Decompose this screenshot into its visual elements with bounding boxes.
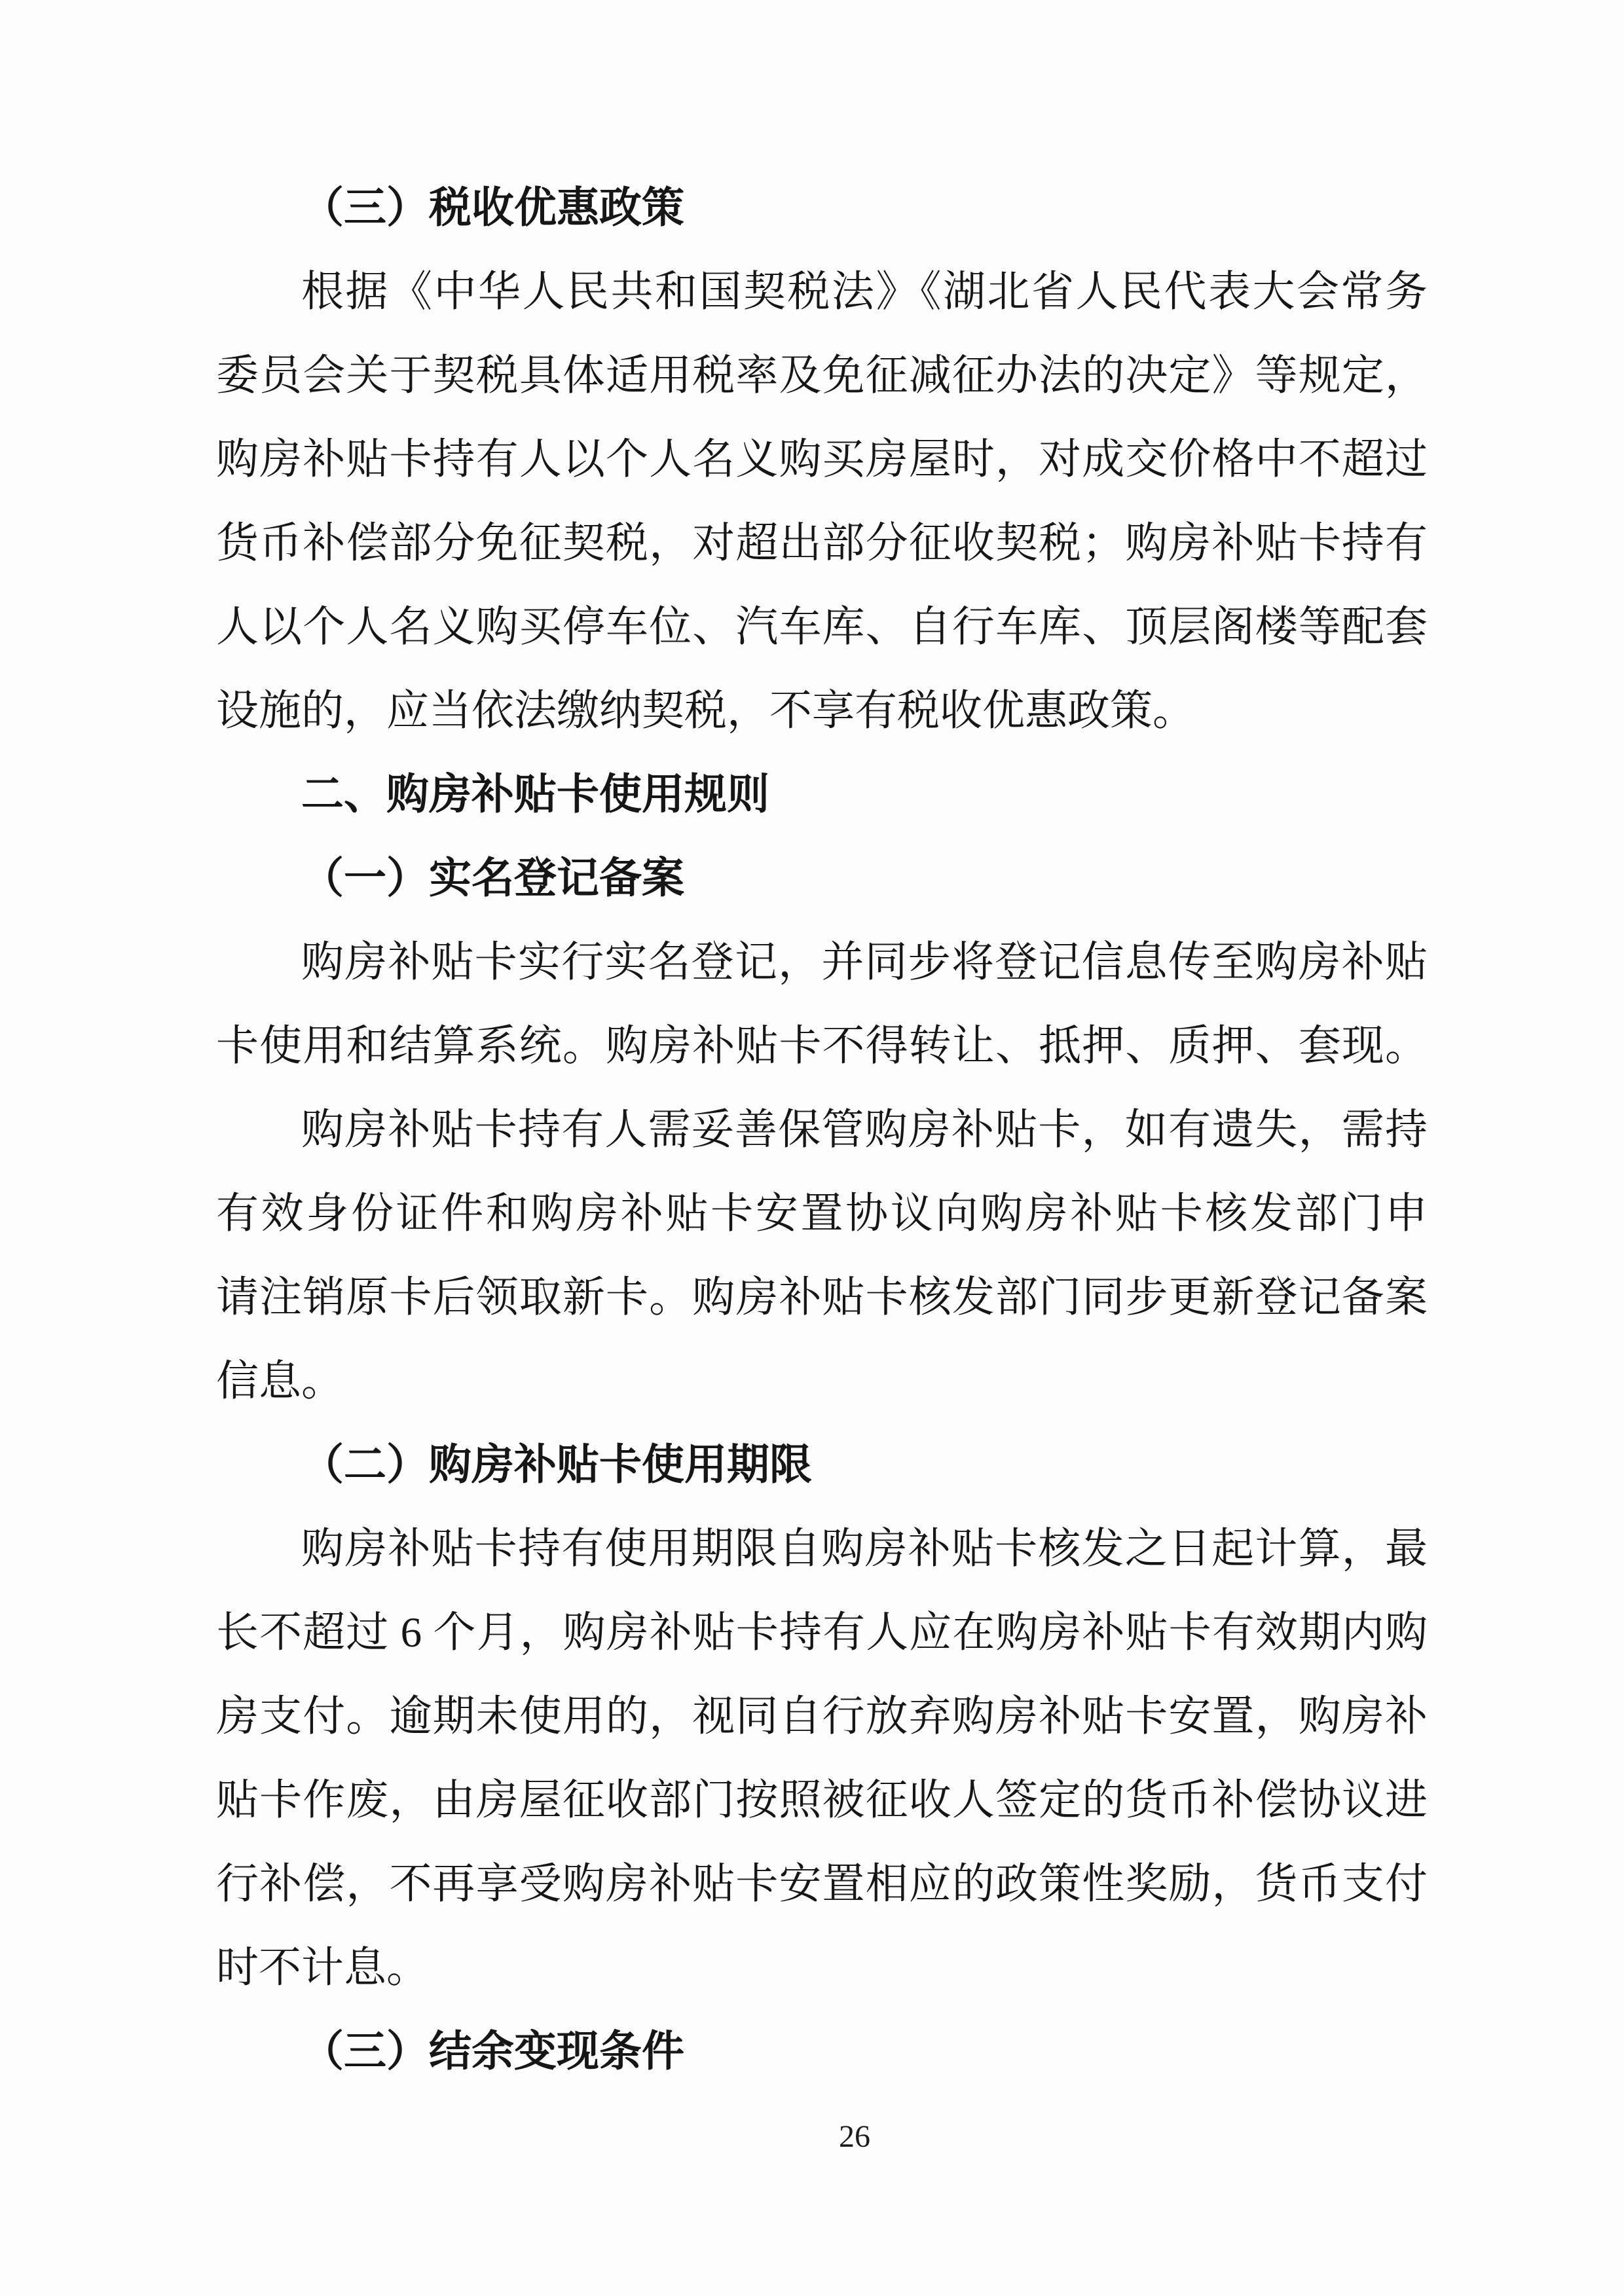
paragraph bbox=[216, 920, 1428, 1088]
text-line: （三）税收优惠政策 bbox=[301, 185, 685, 232]
text-line: （三）结余变现条件 bbox=[301, 2028, 685, 2075]
text-line: 人以个人名义购买停车位、汽车库、自行车库、顶层阁楼等配套 bbox=[216, 604, 1428, 651]
paragraph bbox=[216, 1088, 1428, 1423]
text-line: 二、购房补贴卡使用规则 bbox=[301, 771, 770, 818]
page-number: 26 bbox=[839, 2119, 870, 2154]
text-line: 货币补偿部分免征契税，对超出部分征收契税；购房补贴卡持有 bbox=[216, 520, 1428, 567]
text-line: 请注销原卡后领取新卡。购房补贴卡核发部门同步更新登记备案 bbox=[216, 1274, 1428, 1321]
text-line: 贴卡作废，由房屋征收部门按照被征收人签定的货币补偿协议进 bbox=[216, 1777, 1428, 1824]
text-line: 有效身份证件和购房补贴卡安置协议向购房补贴卡核发部门申 bbox=[216, 1190, 1428, 1237]
section-heading bbox=[216, 753, 1428, 837]
text-line: 房支付。逾期未使用的，视同自行放弃购房补贴卡安置，购房补 bbox=[216, 1693, 1428, 1740]
text-line: 信息。 bbox=[216, 1358, 344, 1405]
paragraph bbox=[216, 250, 1428, 753]
section-heading bbox=[216, 1423, 1428, 1507]
text-line: 购房补贴卡持有使用期限自购房补贴卡核发之日起计算，最 bbox=[301, 1525, 1428, 1573]
text-line: 设施的，应当依法缴纳契税，不享有税收优惠政策。 bbox=[216, 687, 1196, 735]
text-line: 购房补贴卡持有人需妥善保管购房补贴卡，如有遗失，需持 bbox=[301, 1106, 1428, 1154]
section-heading bbox=[216, 2010, 1428, 2094]
text-line: 根据《中华人民共和国契税法》《湖北省人民代表大会常务 bbox=[301, 268, 1428, 316]
paragraph bbox=[216, 1507, 1428, 2010]
text-line: （二）购房补贴卡使用期限 bbox=[301, 1442, 813, 1489]
document-body bbox=[216, 166, 1428, 2094]
text-line: （一）实名登记备案 bbox=[301, 855, 685, 902]
text-line: 购房补贴卡持有人以个人名义购买房屋时，对成交价格中不超过 bbox=[216, 436, 1428, 483]
section-heading bbox=[216, 837, 1428, 920]
text-line: 行补偿，不再享受购房补贴卡安置相应的政策性奖励，货币支付 bbox=[216, 1861, 1428, 1908]
text-line: 购房补贴卡实行实名登记，并同步将登记信息传至购房补贴 bbox=[301, 939, 1428, 986]
text-line: 时不计息。 bbox=[216, 1944, 430, 1992]
text-line: 委员会关于契税具体适用税率及免征减征办法的决定》等规定， bbox=[216, 352, 1428, 399]
section-heading bbox=[216, 166, 1428, 250]
text-line: 卡使用和结算系统。购房补贴卡不得转让、抵押、质押、套现。 bbox=[216, 1023, 1428, 1070]
text-line: 长不超过 6 个月，购房补贴卡持有人应在购房补贴卡有效期内购 bbox=[216, 1609, 1428, 1656]
